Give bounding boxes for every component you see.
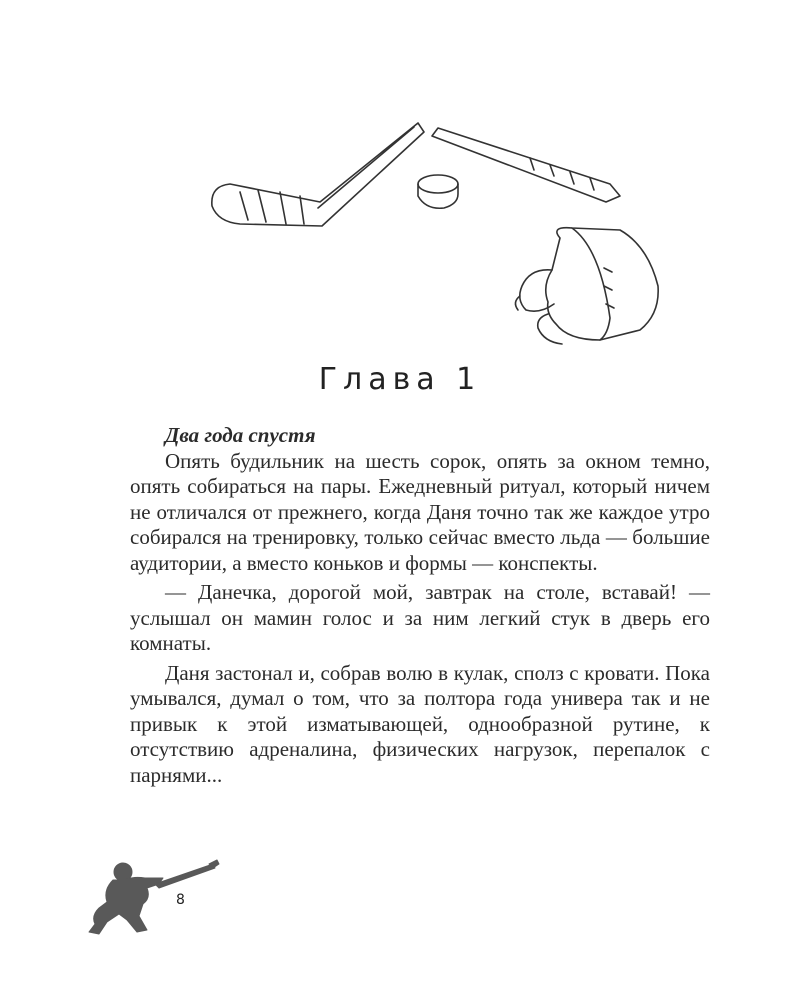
hockey-equipment-illustration <box>200 118 680 363</box>
chapter-text <box>130 423 710 788</box>
chapter-title: Глава 1 <box>318 362 482 397</box>
chapter-subtitle: Два года спустя <box>165 423 316 447</box>
paragraph: Опять будильник на шесть сорок, опять за окном темно, опять собираться на пары. Ежедневный ритуал, который ничем не отличался от прежнего, когда Даня точно так же каждое утро собирался на тренировку, только сейчас вместо льда — большие аудитории, а вместо коньков и формы — конспекты. <box>130 448 710 575</box>
hockey-player-icon <box>85 858 220 936</box>
paragraph: Даня застонал и, собрав волю в кулак, сполз с кровати. Пока умывался, думал о том, что за полтора года универа так и не привык к этой изматывающей, однообразной рутине, к отсутствию адреналина, физических нагрузок, перепалок с парнями... <box>130 660 710 787</box>
hockey-helmet-icon <box>515 228 658 344</box>
hockey-stick-icon <box>212 123 424 226</box>
paragraph: — Данечка, дорогой мой, завтрак на столе, вставай! — услышал он мамин голос и за ним легкий стук в дверь его комнаты. <box>130 580 710 655</box>
hockey-puck-icon <box>418 175 458 208</box>
page-number: 8 <box>176 892 185 908</box>
hockey-stick-shaft-icon <box>432 128 620 202</box>
